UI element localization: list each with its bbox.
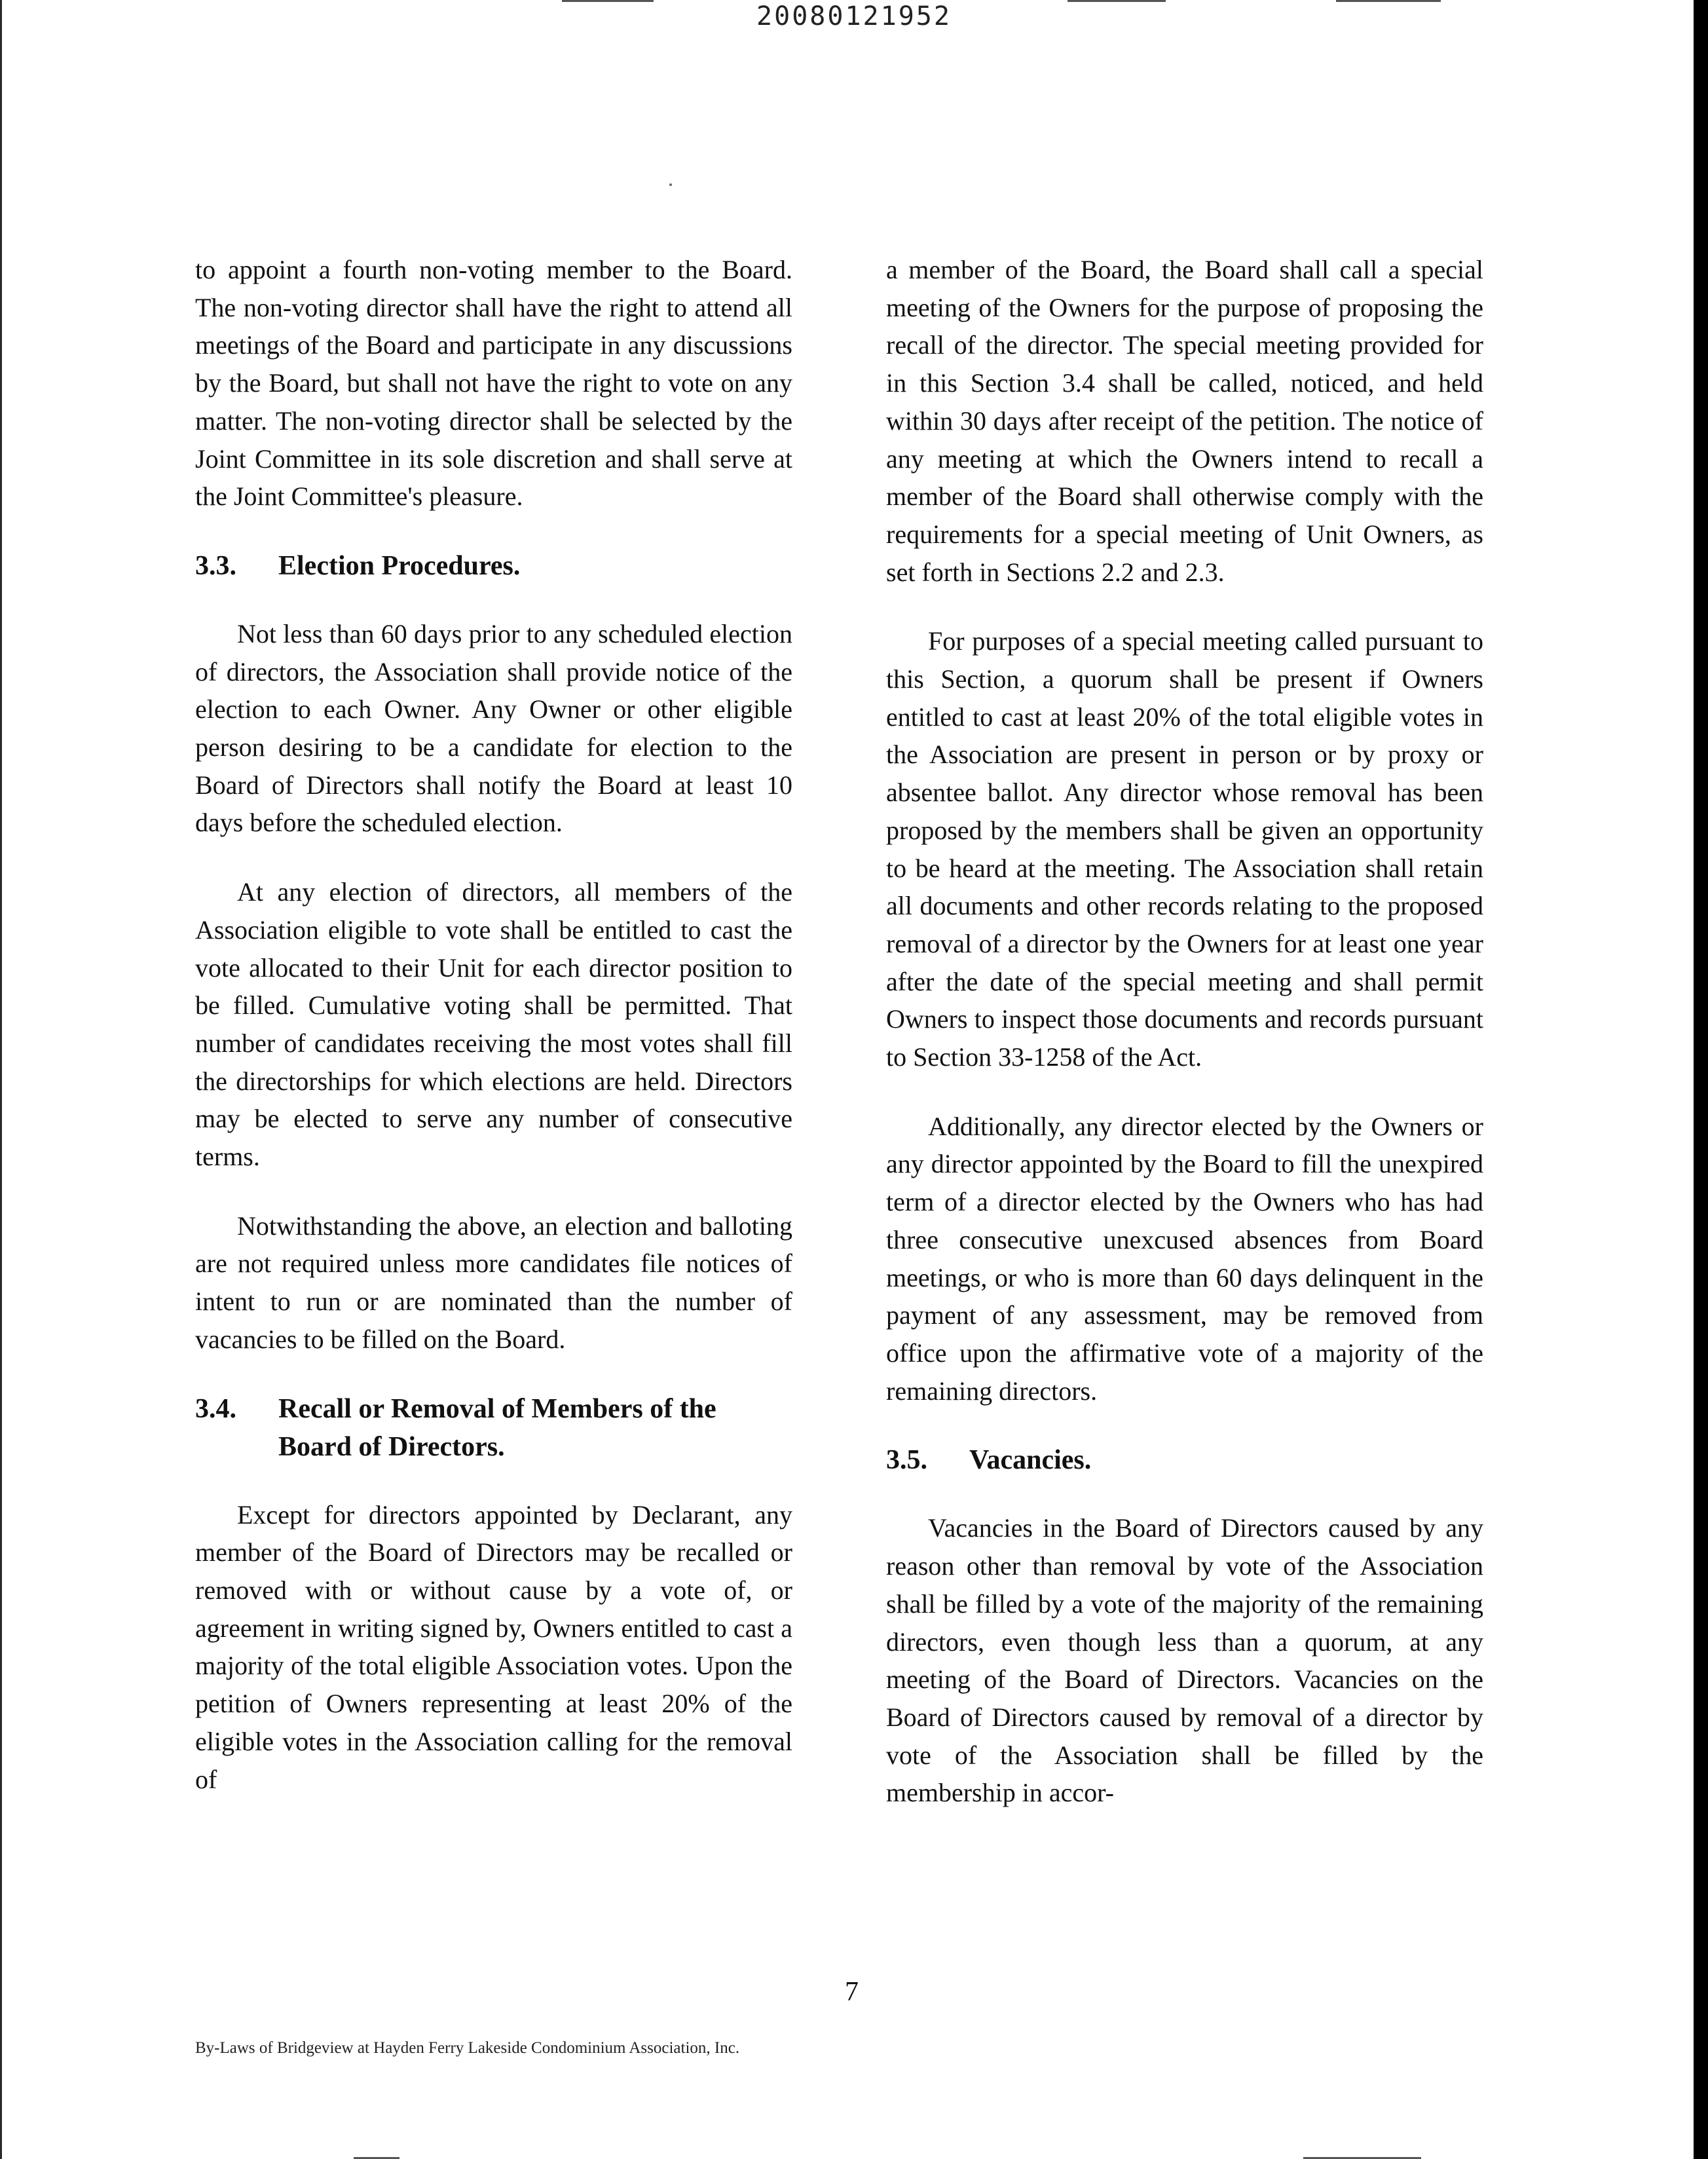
section-number: 3.5.	[886, 1445, 927, 1476]
section-3-3-heading	[195, 547, 792, 585]
page-footer: By-Laws of Bridgeview at Hayden Ferry Lakeside Condominium Association, Inc.	[195, 2039, 740, 2057]
quorum-paragraph: For purposes of a special meeting called pursuant to this Section, a quorum shall be present if Owners entitled to cast at least 20% of the total eligible votes in the Association are present in person or by proxy or absentee ballot. Any director whose removal has been proposed by the members shall be given an opportunity to be heard at the meeting. The Association shall retain all documents and other records relating to the proposed removal of a director by the Owners for at least one year after the date of the special meeting and shall permit Owners to inspect those documents and records pursuant to Section 33-1258 of the Act.	[886, 626, 1483, 1072]
section-3-4-heading	[195, 1390, 792, 1466]
right-column	[886, 251, 1483, 1843]
scan-edge-right	[1694, 0, 1708, 2159]
election-voting-paragraph: At any election of directors, all members of the Association eligible to vote shall be entitled to cast the vote allocated to their Unit for each director position to be filled. Cumulative voting shall be permitted. That number of candidates receiving the most votes shall fill the directorships for which elections are held. Directors may be elected to serve any number of consecutive terms.	[195, 877, 792, 1172]
election-balloting-paragraph: Notwithstanding the above, an election and balloting are not required unless more candidates file notices of intent to run or are nominated than the number of vacancies to be filled on the Board.	[195, 1211, 792, 1354]
section-title: Vacancies.	[969, 1445, 1092, 1476]
intro-paragraph: to appoint a fourth non-voting member to the Board. The non-voting director shall have the right to attend all meetings of the Board and participate in any discussions by the Board, but shall not have the right to vote on any matter. The non-voting director shall be selected by the Joint Committee in its sole discretion and shall serve at the Joint Committee's pleasure.	[195, 255, 792, 512]
election-notice-paragraph: Not less than 60 days prior to any scheduled election of directors, the Association shall provide notice of the election to each Owner. Any Owner or other eligible person desiring to be a candidate for election to the Board of Directors shall notify the Board at least 10 days before the scheduled election.	[195, 618, 792, 838]
document-number: 20080121952	[756, 1, 952, 31]
recall-paragraph: Except for directors appointed by Declarant, any member of the Board of Directors may be recalled or removed with or without cause by a vote of, or agreement in writing signed by, Owners entitled to cast a majority of the total eligible Association votes. Upon the petition of Owners representing at least 20% of the eligible votes in the Association calling for the removal of	[195, 1499, 792, 1794]
removal-paragraph: Additionally, any director elected by the Owners or any director appointed by the Board to fill the unexpired term of a director elected by the Owners who has had three consecutive unexcused absences from Board meetings, or who is more than 60 days delinquent in the payment of any assessment, may be removed from office upon the affirmative vote of a majority of the remaining directors.	[886, 1111, 1483, 1406]
vacancies-paragraph: Vacancies in the Board of Directors caused by any reason other than removal by vote of the Association shall be filled by a vote of the majority of the remaining directors, even though less than a quorum, at any meeting of the Board of Directors. Vacancies on the Board of Directors caused by removal of a director by vote of the Association shall be filled by the membership in accor-	[886, 1513, 1483, 1808]
section-number: 3.3.	[195, 550, 236, 581]
section-title: Election Procedures.	[278, 550, 521, 581]
scan-edge-left	[0, 0, 2, 2159]
scan-speck	[669, 183, 672, 186]
left-column	[195, 251, 792, 1830]
recall-continued-paragraph: a member of the Board, the Board shall call a special meeting of the Owners for the purpose of proposing the recall of the director. The special meeting provided for in this Section 3.4 shall be called, noticed, and held within 30 days after receipt of the petition. The notice of any meeting at which the Owners intend to recall a member of the Board shall otherwise comply with the requirements for a special meeting of Unit Owners, as set forth in Sections 2.2 and 2.3.	[886, 255, 1483, 587]
section-title: Recall or Removal of Members of the Board of Directors.	[278, 1393, 716, 1462]
section-3-5-heading	[886, 1441, 1483, 1479]
page-number: 7	[845, 1977, 859, 2007]
section-number: 3.4.	[195, 1393, 236, 1424]
